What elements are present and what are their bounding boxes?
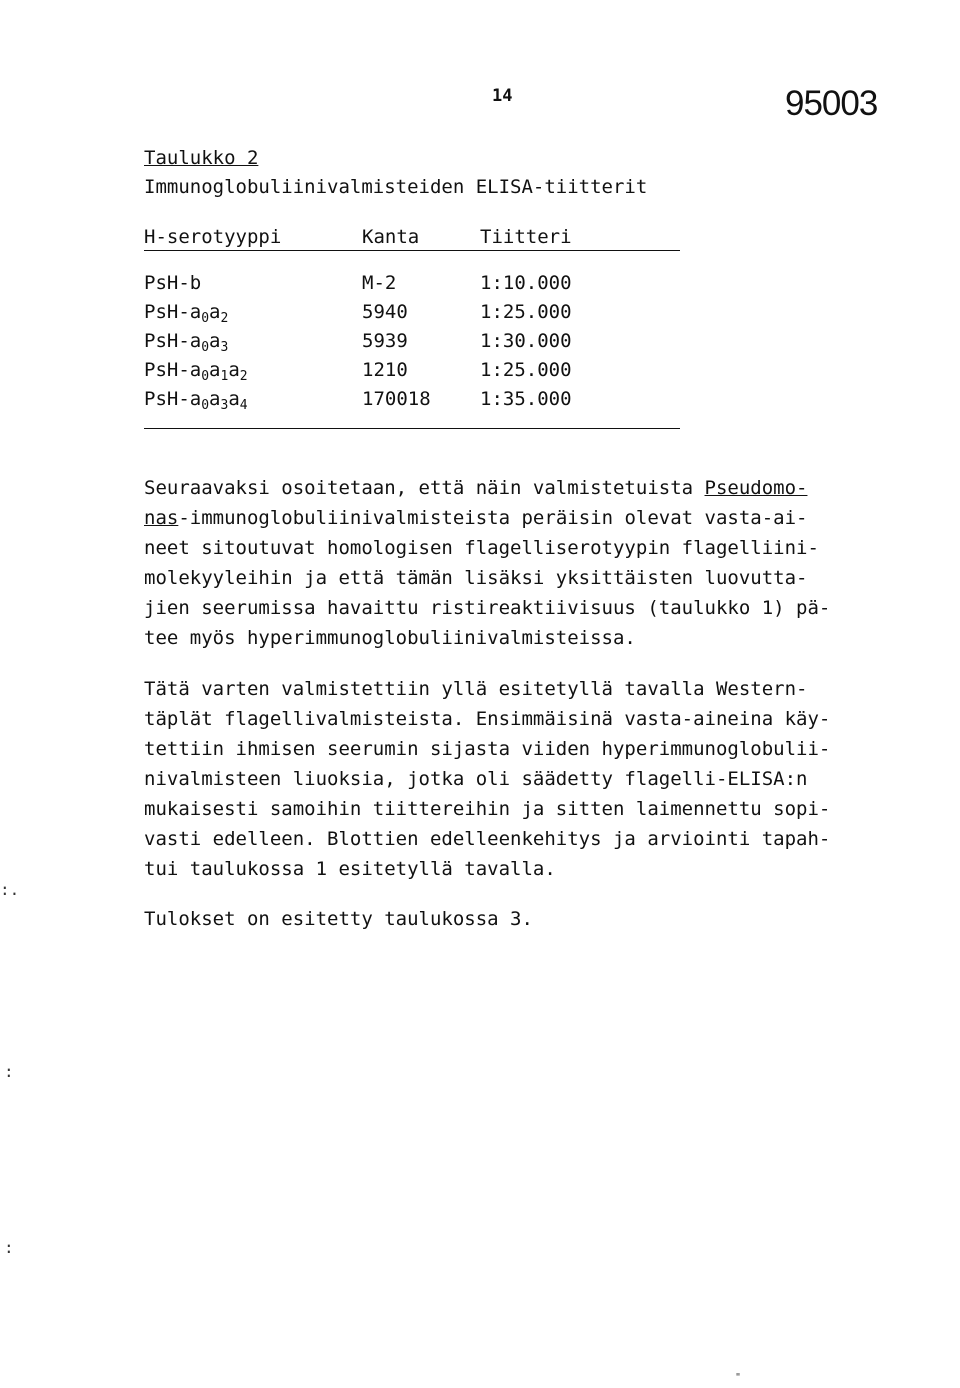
cell-strain: 1210 [362,359,408,381]
text-line [144,704,874,734]
table-row [144,327,680,356]
serotype-base: PsH- [144,330,190,352]
titer-table [144,224,680,429]
serotype-letter: a [189,388,202,410]
serotype-subscript: 0 [201,369,210,384]
serotype-letter: a [189,301,202,323]
table-label-text: Taulukko 2 [144,147,259,169]
text-line [144,854,874,884]
text-segment: -immunoglobuliinivalmisteista peräisin olevat vasta-ai- [178,507,808,529]
cell-strain: 170018 [362,388,431,410]
table-row [144,298,680,327]
serotype-letter: a [228,359,240,381]
text-line [144,674,874,704]
serotype-subscript: 0 [201,398,210,413]
table-header-row [144,224,680,251]
serotype-letter: a [189,330,202,352]
page-number: 14 [492,86,513,106]
serotype-subscript: 3 [220,340,229,355]
text-line [144,824,874,854]
text-line [144,533,874,563]
text-segment: tui taulukossa 1 esitetyllä tavalla. [144,858,556,880]
text-segment: mukaisesti samoihin tiittereihin ja sitten laimennettu sopi- [144,798,831,820]
paragraph-2 [144,674,874,884]
text-segment: Tätä varten valmistettiin yllä esitetyllä tavalla Western- [144,678,808,700]
text-segment: jien seerumissa havaittu ristireaktiivisuus (taulukko 1) pä- [144,597,831,619]
cell-serotype [144,298,228,327]
text-segment: täplät flagellivalmisteista. Ensimmäisinä vasta-aineina käy- [144,708,831,730]
serotype-base: PsH- [144,301,190,323]
cell-titer: 1:10.000 [480,272,572,294]
margin-mark: : [4,1062,14,1081]
document-number: 95003 [785,84,878,123]
serotype-subscript: 0 [201,311,210,326]
serotype-letter: a [209,388,221,410]
table-row [144,385,680,414]
cell-serotype [144,356,248,385]
table-bottom-rule [144,428,680,429]
table-label [144,143,258,173]
text-segment: nivalmisteen liuoksia, jotka oli säädetty flagelli-ELISA:n [144,768,808,790]
text-line [144,593,874,623]
text-line [144,904,874,934]
serotype-letter: a [209,359,221,381]
table-caption: Immunoglobuliinivalmisteiden ELISA-tiitterit [144,176,648,198]
text-segment: molekyyleihin ja että tämän lisäksi yksittäisten luovutta- [144,567,808,589]
serotype-letter: a [189,359,202,381]
text-segment: tettiin ihmisen seerumin sijasta viiden hyperimmunoglobulii- [144,738,831,760]
cell-titer: 1:30.000 [480,330,572,352]
text-line [144,473,874,503]
text-line [144,503,874,533]
text-line [144,563,874,593]
serotype-subscript: 2 [239,369,248,384]
serotype-letter: a [228,388,240,410]
cell-serotype [144,385,248,414]
serotype-base: PsH- [144,359,190,381]
paragraph-1 [144,473,874,653]
underlined-text: nas [144,507,179,529]
text-segment: Tulokset on esitetty taulukossa 3. [144,908,533,930]
margin-mark: : [4,1238,14,1257]
text-segment: neet sitoutuvat homologisen flagelliserotyypin flagelliini- [144,537,819,559]
serotype-subscript: 4 [239,398,248,413]
text-segment: Seuraavaksi osoitetaan, että näin valmistetuista [144,477,705,499]
serotype-subscript: 3 [220,398,229,413]
table-gap [144,251,680,269]
cell-strain: 5940 [362,301,408,323]
cell-strain: 5939 [362,330,408,352]
cell-titer: 1:25.000 [480,301,572,323]
text-line [144,794,874,824]
cell-titer: 1:35.000 [480,388,572,410]
header-serotype: H-serotyyppi [144,226,282,248]
header-titer: Tiitteri [480,226,572,248]
margin-mark: " [735,1372,742,1383]
serotype-subscript: 0 [201,340,210,355]
margin-mark: :. [0,880,20,899]
table-row [144,269,680,298]
serotype-base: PsH-b [144,272,202,294]
cell-serotype [144,327,228,356]
serotype-letter: a [209,330,221,352]
serotype-letter: a [209,301,221,323]
text-line [144,764,874,794]
cell-serotype [144,269,201,298]
text-line [144,623,874,653]
text-segment: vasti edelleen. Blottien edelleenkehitys ja arviointi tapah- [144,828,831,850]
text-line [144,734,874,764]
table-row [144,356,680,385]
serotype-subscript: 2 [220,311,229,326]
serotype-base: PsH- [144,388,190,410]
text-segment: tee myös hyperimmunoglobuliinivalmisteissa. [144,627,636,649]
cell-titer: 1:25.000 [480,359,572,381]
cell-strain: M-2 [362,272,397,294]
serotype-subscript: 1 [220,369,229,384]
header-strain: Kanta [362,226,420,248]
table-body [144,269,680,414]
underlined-text: Pseudomo- [704,477,808,499]
paragraph-3 [144,904,874,934]
